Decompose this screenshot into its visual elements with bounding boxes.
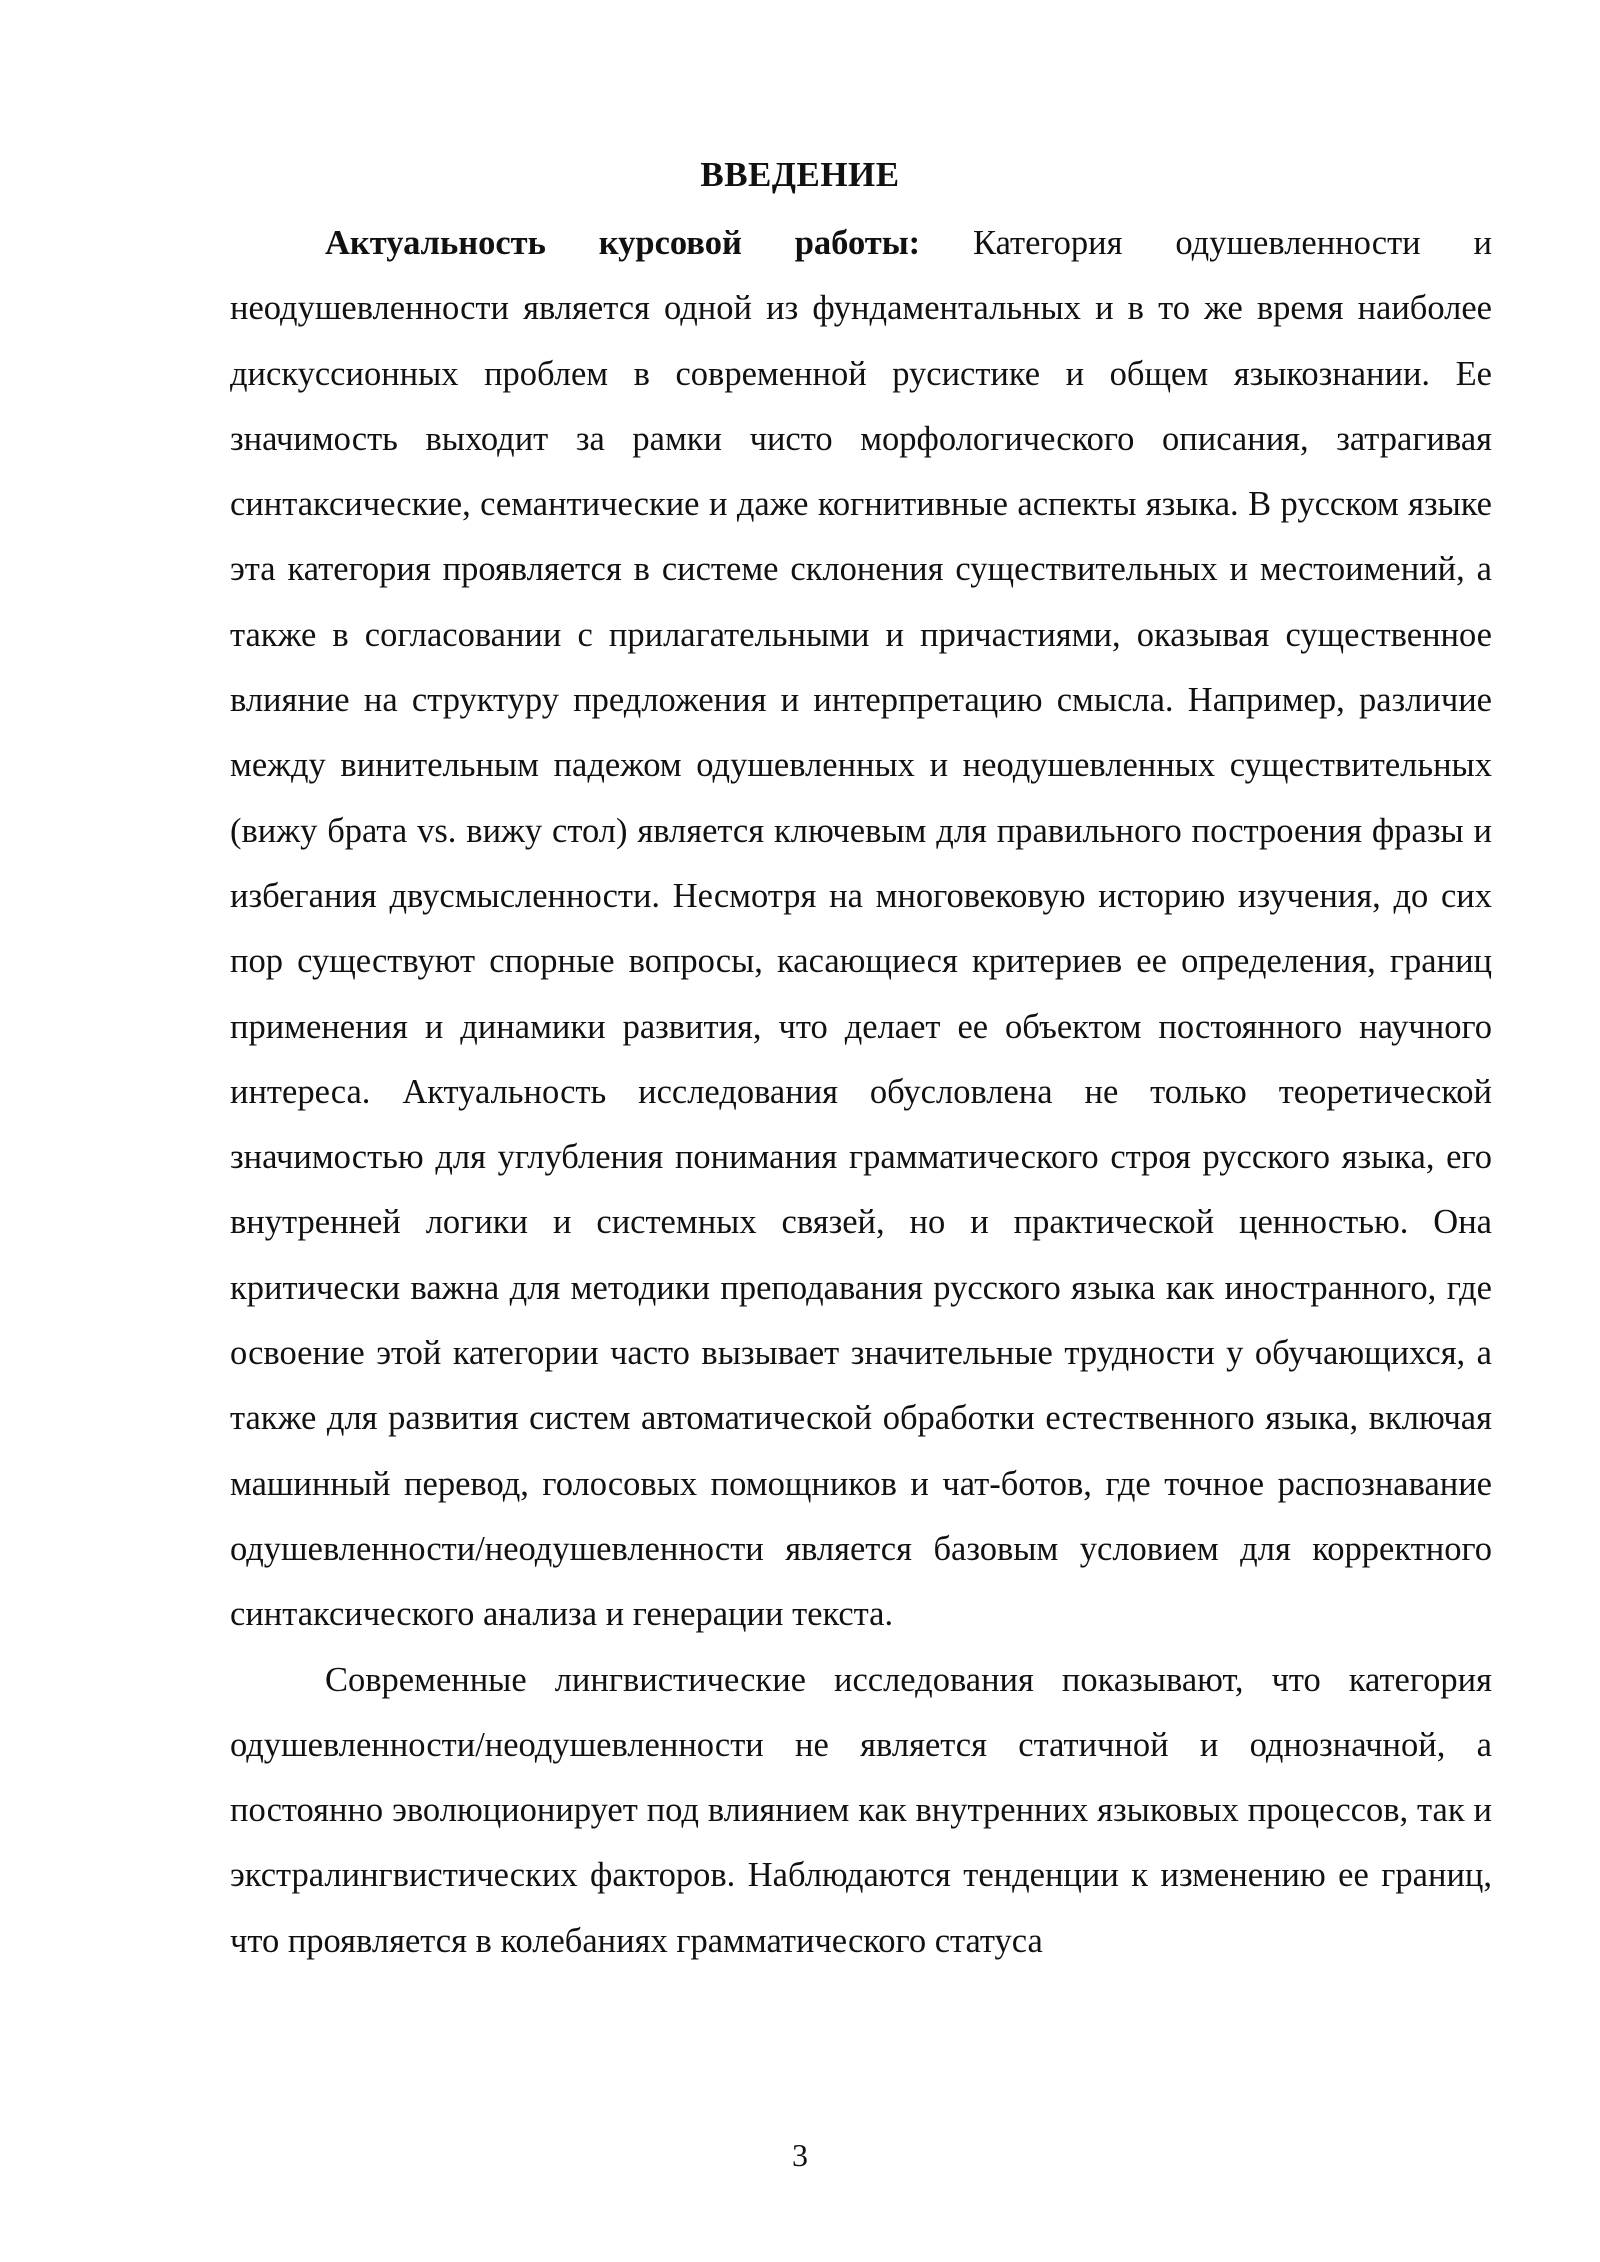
paragraph-relevance bbox=[230, 211, 1492, 1648]
paragraph-text: Современные лингвистические исследования показывают, что категория одушевленности/неодушевленности не является статичной и однозначной, а постоянно эволюционирует под влиянием как внутренних языковых процессов, так и экстралингвистических факторов. Наблюдаются тенденции к изменению ее границ, что проявляется в колебаниях грамматического статуса bbox=[230, 1660, 1492, 1960]
paragraph-lead: Актуальность курсовой работы: bbox=[325, 224, 921, 262]
body-text bbox=[230, 211, 1492, 1974]
paragraph-text: Категория одушевленности и неодушевленности является одной из фундаментальных и в то же время наиболее дискуссионных проблем в современной русистике и общем языкознании. Ее значимость выходит за рамки чисто морфологического описания, затрагивая синтаксические, семантические и даже когнитивные аспекты языка. В русском языке эта категория проявляется в системе склонения существительных и местоимений, а также в согласовании с прилагательными и причастиями, оказывая существенное влияние на структуру предложения и интерпретацию смысла. Например, различие между винительным падежом одушевленных и неодушевленных существительных (вижу брата vs. вижу стол) является ключевым для правильного построения фразы и избегания двусмысленности. Несмотря на многовековую историю изучения, до сих пор существуют спорные вопросы, касающиеся критериев ее определения, границ применения и динамики развития, что делает ее объектом постоянного научного интереса. Актуальность исследования обусловлена не только теоретической значимостью для углубления понимания грамматического строя русского языка, его внутренней логики и системных связей, но и практической ценностью. Она критически важна для методики преподавания русского языка как иностранного, где освоение этой категории часто вызывает значительные трудности у обучающихся, а также для развития систем автоматической обработки естественного языка, включая машинный перевод, голосовых помощников и чат-ботов, где точное распознавание одушевленности/неодушевленности является базовым условием для корректного синтаксического анализа и генерации текста. bbox=[230, 224, 1492, 1634]
page-number: 3 bbox=[792, 2137, 808, 2173]
section-heading: ВВЕДЕНИЕ bbox=[700, 155, 900, 194]
paragraph-modern-research bbox=[230, 1648, 1492, 1974]
